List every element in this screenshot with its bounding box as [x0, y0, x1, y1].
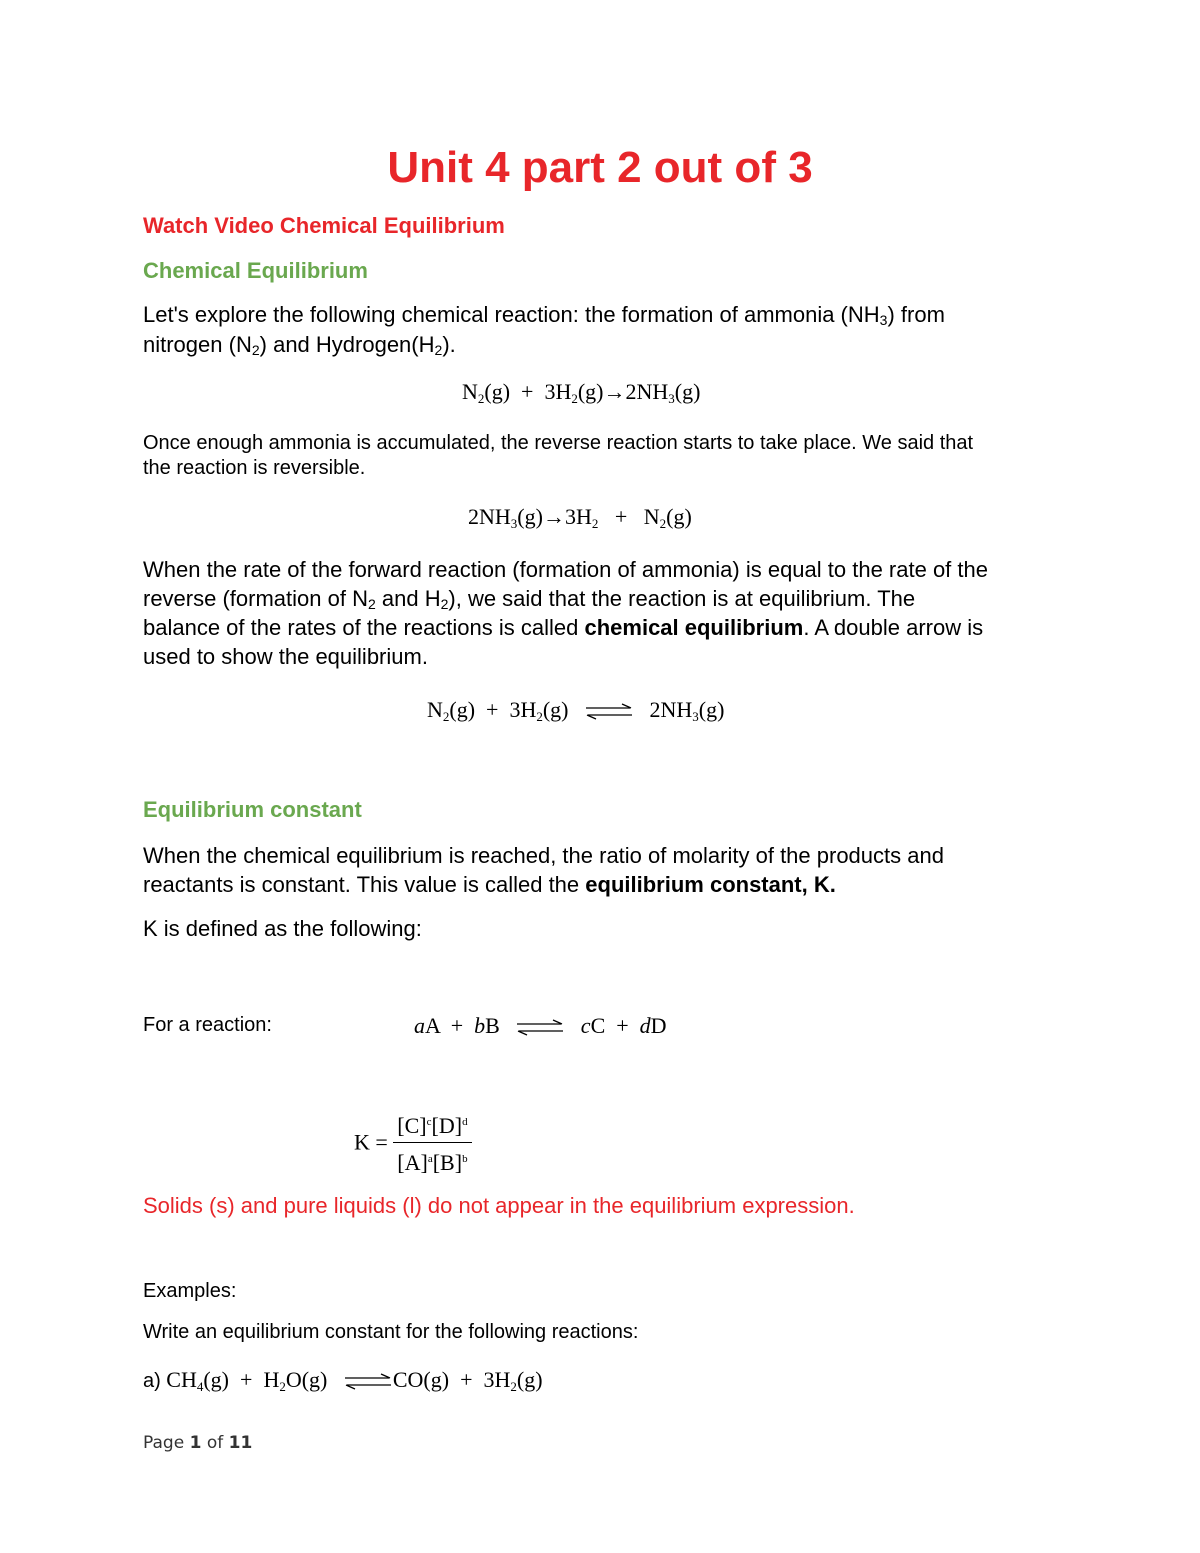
intro-line-1: Let's explore the following chemical reaction: the formation of ammonia $(NH_3)$ from [143, 302, 945, 328]
page-title: Unit 4 part 2 out of 3 [387, 143, 813, 192]
example-a-equation: a) $CH_4(g) + H_2O(g) CO(g) + 3H_2(g)$ [143, 1367, 543, 1394]
section-heading-chemical-equilibrium: Chemical Equilibrium [143, 258, 368, 283]
rate-line-3: balance of the rates of the reactions is called chemical equilibrium. A double arrow is [143, 615, 984, 640]
arrow-icon: → [603, 379, 626, 404]
k-expression: K = $\frac{[C]^c[D]^d}{[A]^a[B]^b}$ [354, 1108, 472, 1177]
rate-line-1: When the rate of the forward reaction (formation of ammonia) is equal to the rate of the [143, 557, 988, 582]
reverse-line-1: Once enough ammonia is accumulated, the reverse reaction starts to take place. We said that [143, 432, 974, 454]
reaction-label: For a reaction: [143, 1014, 272, 1036]
video-heading[interactable]: Watch Video Chemical Equilibrium [143, 213, 505, 238]
k-fraction: $\frac{[C]^c[D]^d}{[A]^a[B]^b}$ [393, 1108, 471, 1177]
reverse-line-2: the reaction is reversible. [143, 457, 366, 479]
k-line-3: K is defined as the following: [143, 916, 422, 941]
examples-label: Examples: [143, 1280, 237, 1302]
rate-line-2: reverse (formation of $N_2$ and $H_2$), we said that the reaction is at equilibrium. The [143, 586, 916, 612]
k-line-2: reactants is constant. This value is called the equilibrium constant, K. [143, 872, 836, 897]
equation-equilibrium: $N_2(g) + 3H_2(g)$ $2NH_3(g)$ [427, 697, 725, 724]
solids-liquids-note: Solids (s) and pure liquids (l) do not appear in the equilibrium expression. [143, 1193, 855, 1218]
arrow-icon: → [542, 504, 565, 529]
examples-instruction: Write an equilibrium constant for the following reactions: [143, 1321, 639, 1343]
equation-forward: $N_2(g) + 3H_2(g)\to 2NH_3(g)$ [462, 379, 701, 406]
double-arrow-icon [515, 1019, 565, 1037]
double-arrow-icon [584, 703, 634, 721]
section-heading-equilibrium-constant: Equilibrium constant [143, 797, 362, 822]
equation-reverse: $2NH_3(g)\to 3H_2$ + $N_2(g)$ [468, 504, 692, 531]
general-equation: aA + bB cC + dD [414, 1013, 667, 1038]
intro-line-2: nitrogen $(N_2)$ and $Hydrogen(H_2)$. [143, 332, 456, 358]
rate-line-4: used to show the equilibrium. [143, 644, 428, 669]
page-footer: Page 1 of 11 [143, 1433, 253, 1453]
k-line-1: When the chemical equilibrium is reached, the ratio of molarity of the products and [143, 843, 944, 868]
double-arrow-icon [343, 1373, 393, 1391]
